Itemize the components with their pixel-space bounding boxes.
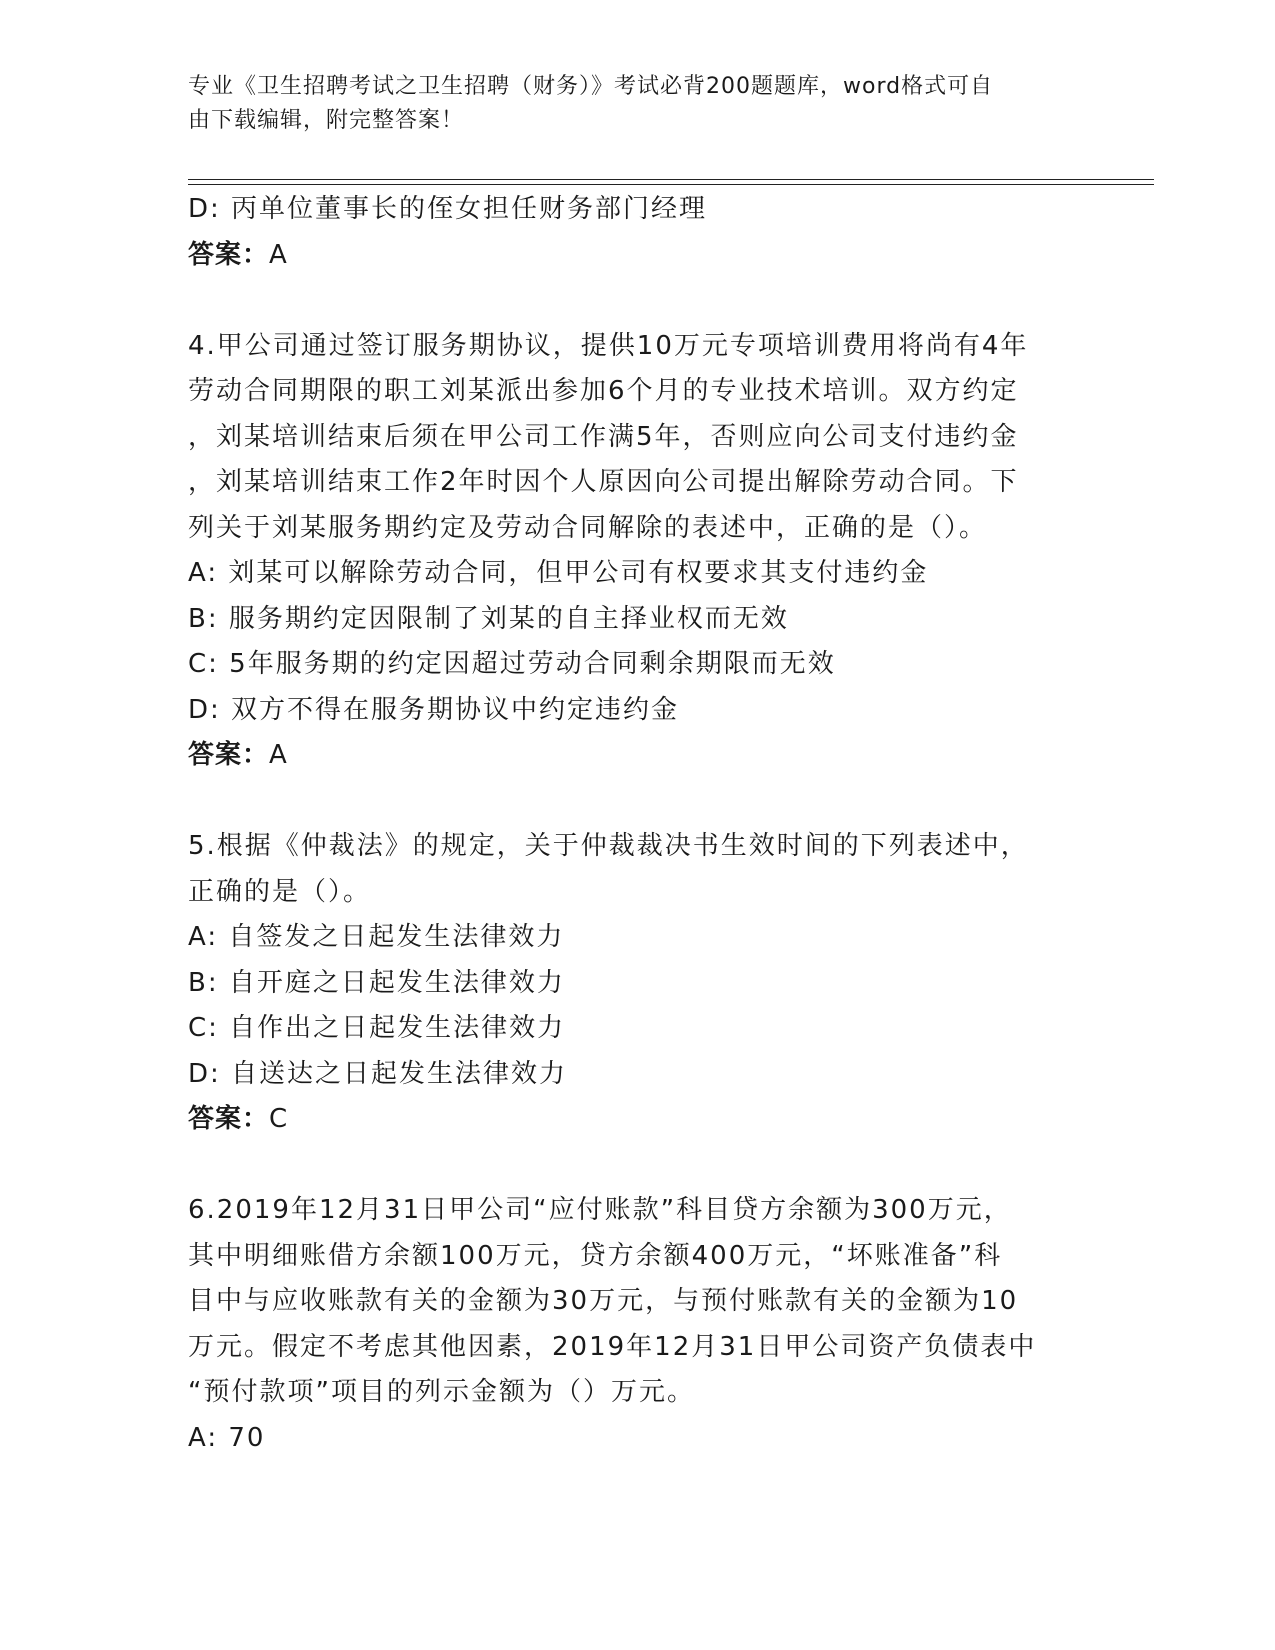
q4-answer-label: 答案： [188, 740, 270, 770]
q3-answer [188, 233, 1088, 279]
spacer [188, 1143, 1088, 1189]
q6-option-a: A: 70 [188, 1422, 266, 1453]
q4-option-d: D: 双方不得在服务期协议中约定违约金 [188, 694, 680, 725]
q4-stem-line: 列关于刘某服务期约定及劳动合同解除的表述中，正确的是（）。 [188, 512, 988, 543]
q6-stem-line: 万元。假定不考虑其他因素，2019年12月31日甲公司资产负债表中 [188, 1331, 1037, 1362]
header-title-line-2: 由下载编辑，附完整答案！ [188, 108, 465, 133]
q4-answer [188, 733, 1088, 779]
q5-stem-line: 正确的是（）。 [188, 876, 372, 907]
q4-stem-line: 劳动合同期限的职工刘某派出参加6个月的专业技术培训。双方约定 [188, 376, 1019, 406]
spacer [188, 779, 1088, 825]
q6-stem-line: 其中明细账借方余额100万元，贷方余额400万元，“坏账准备”科 [188, 1240, 1003, 1271]
q5-option-b: B: 自开庭之日起发生法律效力 [188, 967, 565, 998]
q4-option-b: B: 服务期约定因限制了刘某的自主择业权而无效 [188, 603, 789, 634]
q6-stem-line: 6.2019年12月31日甲公司“应付账款”科目贷方余额为300万元， [188, 1195, 1012, 1225]
q5-option-c: C: 自作出之日起发生法律效力 [188, 1013, 566, 1043]
header-title-line-1: 专业《卫生招聘考试之卫生招聘（财务）》考试必背200题题库，word格式可自 [188, 74, 994, 99]
header-divider-bottom [188, 184, 1154, 185]
q4-stem-line: ，刘某培训结束工作2年时因个人原因向公司提出解除劳动合同。下 [188, 467, 1019, 497]
q5-answer-label: 答案： [188, 1104, 270, 1134]
q4-stem-line: ，刘某培训结束后须在甲公司工作满5年，否则应向公司支付违约金 [188, 421, 1019, 452]
q5-answer-value: C [269, 1104, 288, 1134]
q4-answer-value: A [269, 740, 287, 770]
q6-stem-line: “预付款项”项目的列示金额为（）万元。 [188, 1377, 695, 1407]
q4-option-a: A: 刘某可以解除劳动合同，但甲公司有权要求其支付违约金 [188, 558, 929, 588]
question-content [188, 187, 1088, 1461]
q5-stem-line: 5.根据《仲裁法》的规定，关于仲裁裁决书生效时间的下列表述中， [188, 831, 1029, 861]
q6-stem-line: 目中与应收账款有关的金额为30万元，与预付账款有关的金额为10 [188, 1286, 1019, 1316]
spacer [188, 278, 1088, 324]
q4-stem-line: 4.甲公司通过签订服务期协议，提供10万元专项培训费用将尚有4年 [188, 330, 1029, 361]
q3-answer-label: 答案： [188, 239, 270, 270]
q3-answer-value: A [269, 239, 287, 270]
q3-option-d: D: 丙单位董事长的侄女担任财务部门经理 [188, 194, 708, 224]
document-header [188, 70, 1068, 138]
q5-option-a: A: 自签发之日起发生法律效力 [188, 922, 565, 952]
q4-option-c: C: 5年服务期的约定因超过劳动合同剩余期限而无效 [188, 649, 836, 679]
header-divider-top [188, 179, 1154, 180]
q5-answer [188, 1097, 1088, 1143]
q5-option-d: D: 自送达之日起发生法律效力 [188, 1058, 568, 1089]
